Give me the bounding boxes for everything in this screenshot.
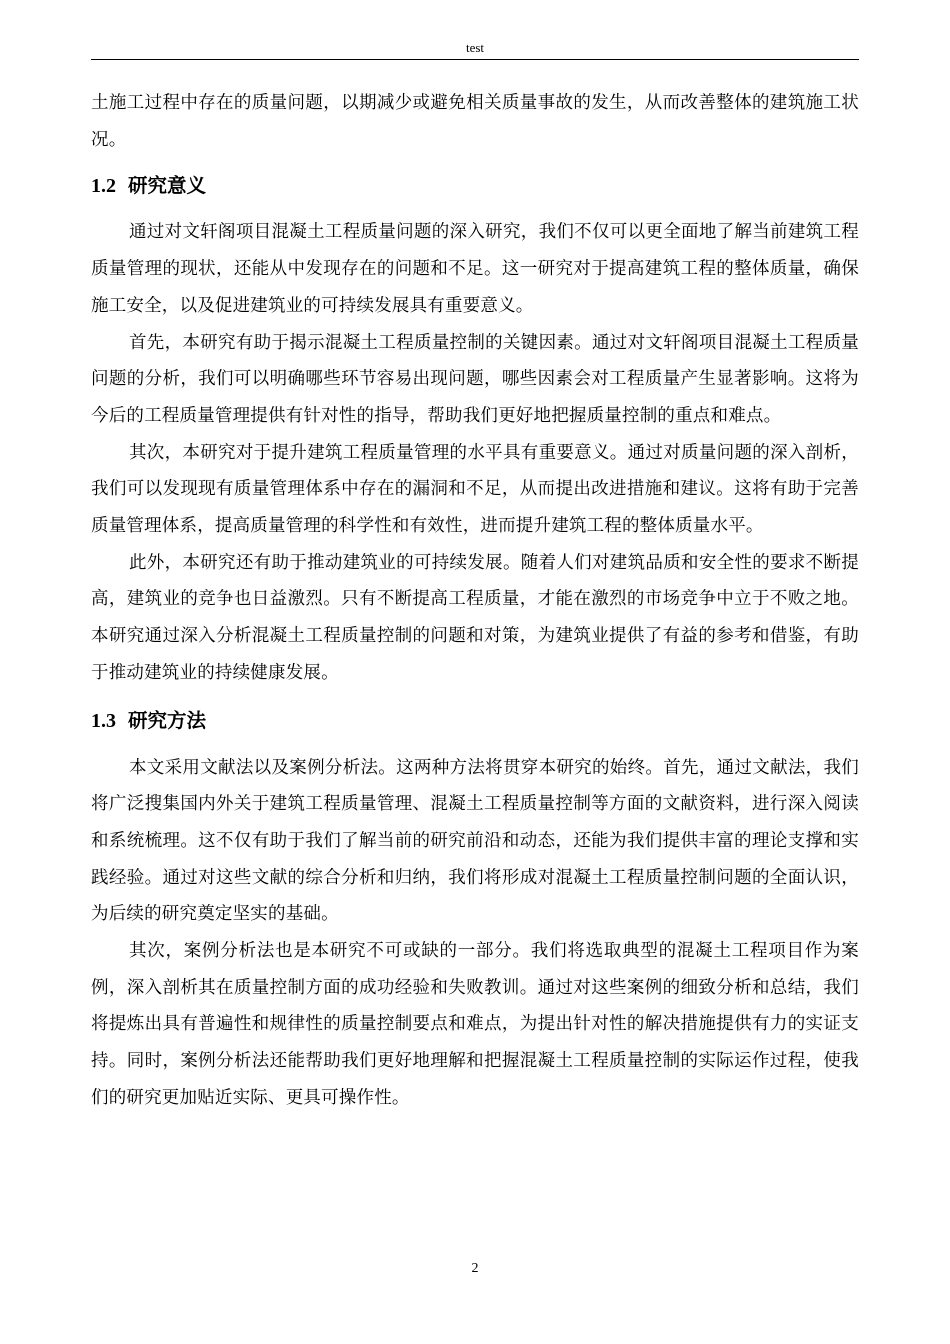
header-divider: [91, 59, 859, 60]
section-number: 1.3: [91, 709, 116, 732]
paragraph: 通过对文轩阁项目混凝土工程质量问题的深入研究，我们不仅可以更全面地了解当前建筑工程质量管理的现状，还能从中发现存在的问题和不足。这一研究对于提高建筑工程的整体质量，确保施工安全，以及促进建筑业的可持续发展具有重要意义。: [91, 222, 859, 316]
page-number: 2: [471, 1261, 479, 1276]
intro-paragraph: 土施工过程中存在的质量问题，以期减少或避免相关质量事故的发生，从而改善整体的建筑施工状况。: [91, 93, 859, 150]
page-header: test: [465, 40, 485, 55]
paragraph: 首先，本研究有助于揭示混凝土工程质量控制的关键因素。通过对文轩阁项目混凝土工程质量问题的分析，我们可以明确哪些环节容易出现问题，哪些因素会对工程质量产生显著影响。这将为今后的工程质量管理提供有针对性的指导，帮助我们更好地把握质量控制的重点和难点。: [91, 332, 859, 426]
document-body: [91, 85, 859, 1117]
paragraph: 其次，案例分析法也是本研究不可或缺的一部分。我们将选取典型的混凝土工程项目作为案例，深入剖析其在质量控制方面的成功经验和失败教训。通过对这些案例的细致分析和总结，我们将提炼出具有普遍性和规律性的质量控制要点和难点，为提出针对性的解决措施提供有力的实证支持。同时，案例分析法还能帮助我们更好地理解和把握混凝土工程质量控制的实际运作过程，使我们的研究更加贴近实际、更具可操作性。: [91, 941, 859, 1108]
section-title: 研究方法: [128, 708, 207, 732]
paragraph: 其次，本研究对于提升建筑工程质量管理的水平具有重要意义。通过对质量问题的深入剖析，我们可以发现现有质量管理体系中存在的漏洞和不足，从而提出改进措施和建议。这将有助于完善质量管理体系，提高质量管理的科学性和有效性，进而提升建筑工程的整体质量水平。: [91, 442, 859, 537]
section-title: 研究意义: [128, 174, 207, 198]
section-number: 1.2: [91, 175, 116, 198]
paragraph: 此外，本研究还有助于推动建筑业的可持续发展。随着人们对建筑品质和安全性的要求不断提高，建筑业的竞争也日益激烈。只有不断提高工程质量，才能在激烈的市场竞争中立于不败之地。本研究通过深入分析混凝土工程质量控制的问题和对策，为建筑业提供了有益的参考和借鉴，有助于推动建筑业的持续健康发展。: [91, 552, 859, 683]
section-heading-1-2: [91, 174, 859, 198]
section-heading-1-3: [91, 709, 859, 733]
paragraph: 本文采用文献法以及案例分析法。这两种方法将贯穿本研究的始终。首先，通过文献法，我们将广泛搜集国内外关于建筑工程质量管理、混凝土工程质量控制等方面的文献资料，进行深入阅读和系统梳理。这不仅有助于我们了解当前的研究前沿和动态，还能为我们提供丰富的理论支撑和实践经验。通过对这些文献的综合分析和归纳，我们将形成对混凝土工程质量控制问题的全面认识，为后续的研究奠定坚实的基础。: [91, 757, 859, 925]
